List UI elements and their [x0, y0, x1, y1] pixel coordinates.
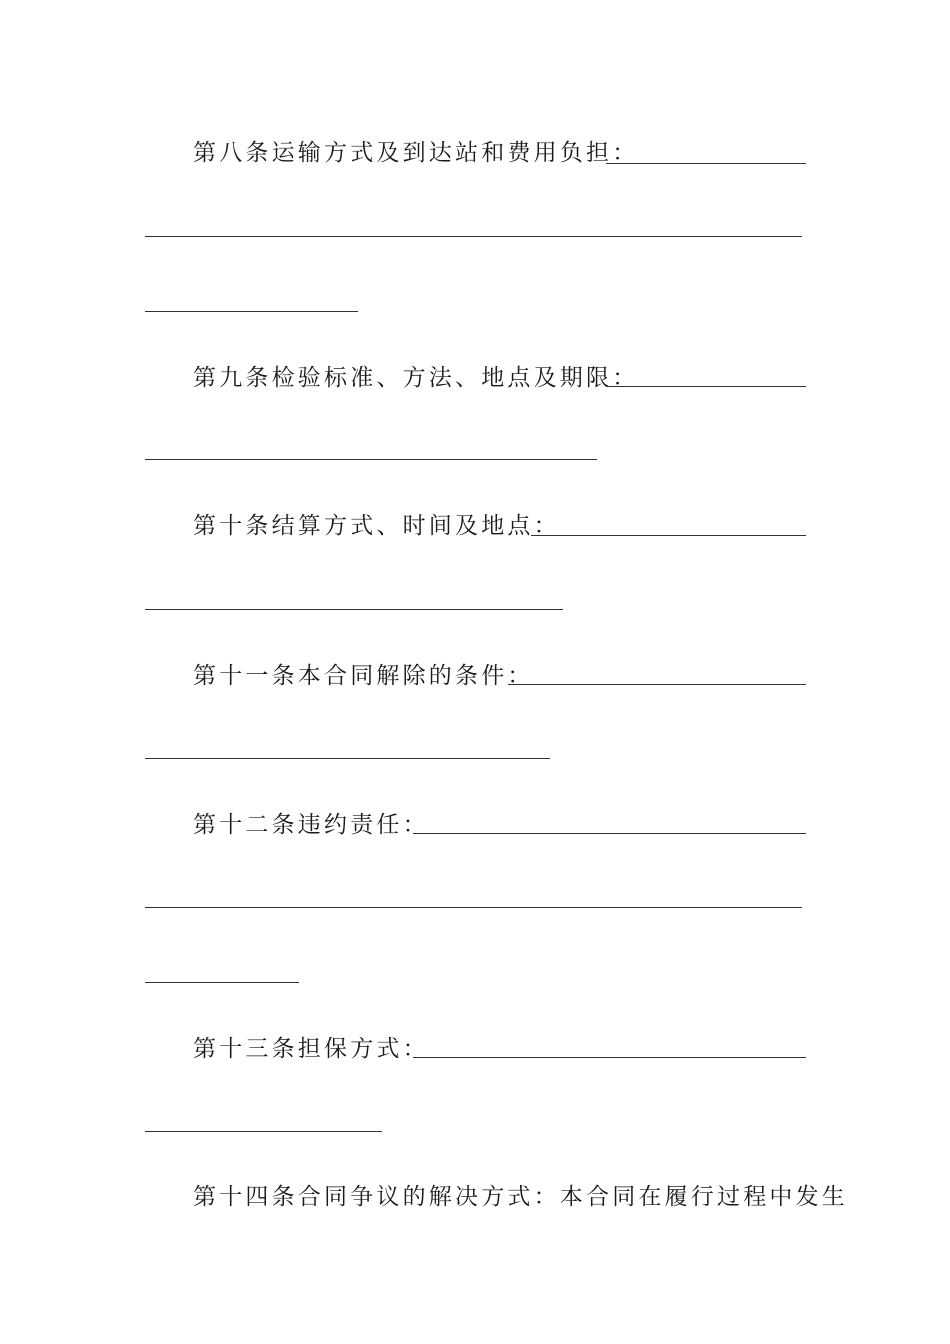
article-11-blank-1[interactable] [508, 684, 806, 685]
article-9-blank-2[interactable] [145, 459, 597, 460]
article-13-blank-1[interactable] [413, 1057, 806, 1058]
article-14-text: 第十四条合同争议的解决方式：本合同在履行过程中发生 [193, 1184, 848, 1210]
article-12-blank-3[interactable] [145, 982, 299, 983]
article-12-blank-2[interactable] [145, 907, 802, 908]
article-10-label: 第十条结算方式、时间及地点： [193, 513, 560, 539]
article-11-label: 第十一条本合同解除的条件： [193, 663, 534, 689]
article-8-blank-2[interactable] [145, 236, 802, 237]
article-8-blank-1[interactable] [606, 163, 806, 164]
article-12-label: 第十二条违约责任： [193, 812, 429, 838]
article-11-blank-2[interactable] [145, 758, 550, 759]
article-12-blank-1[interactable] [413, 833, 806, 834]
article-10-blank-1[interactable] [531, 535, 806, 536]
article-9-label: 第九条检验标准、方法、地点及期限： [193, 365, 639, 391]
article-13-blank-2[interactable] [145, 1131, 382, 1132]
article-9-blank-1[interactable] [606, 386, 806, 387]
article-8-blank-3[interactable] [145, 311, 358, 312]
article-8-label: 第八条运输方式及到达站和费用负担： [193, 140, 639, 166]
article-13-label: 第十三条担保方式： [193, 1036, 429, 1062]
article-10-blank-2[interactable] [145, 609, 563, 610]
